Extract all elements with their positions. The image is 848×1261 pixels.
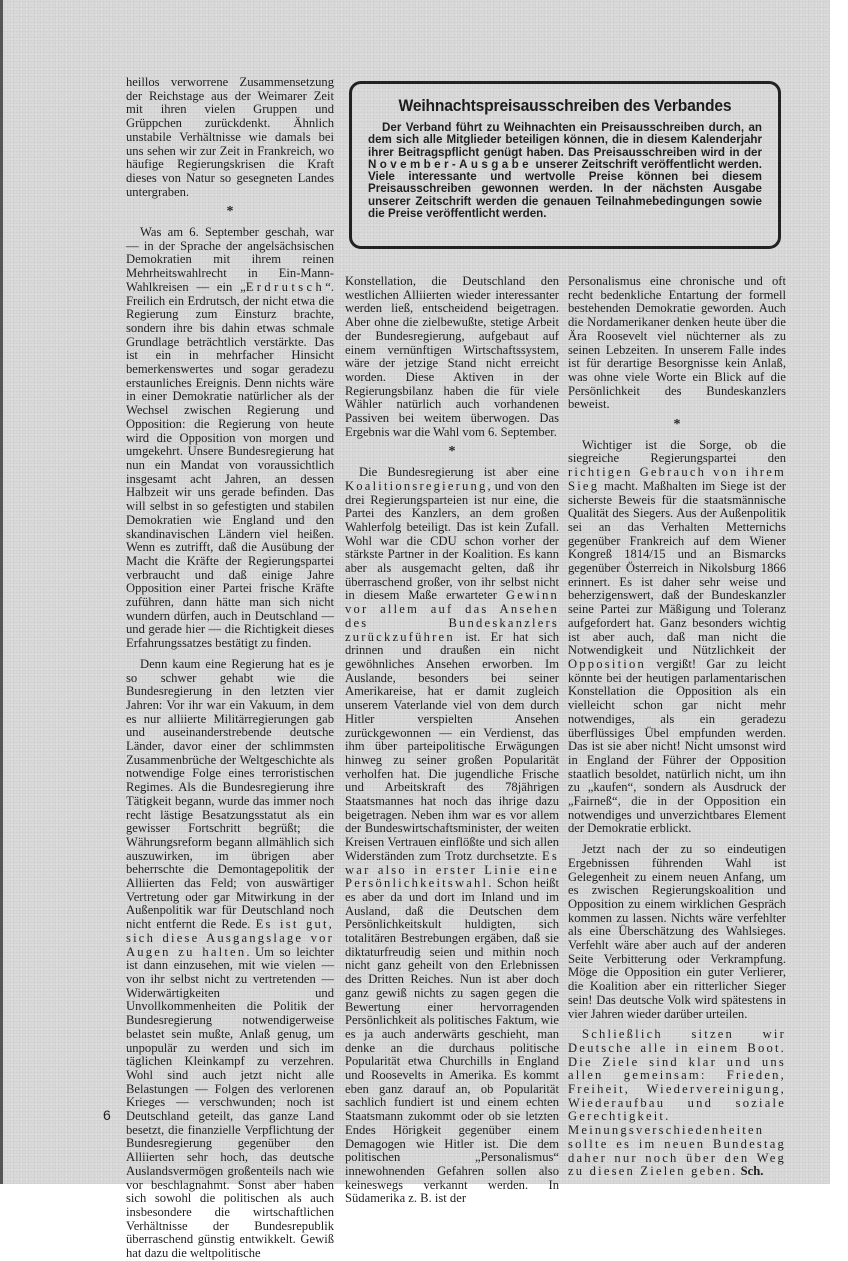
emphasis-spaced: Es ist gut, sich diese Ausgangslage vor Augen zu halten (126, 917, 334, 959)
emphasis-spaced: Gewinn vor allem auf das Ansehen des Bundeskanzlers zurückzuführen (345, 588, 559, 644)
paragraph-text: “. Freilich ein Erdrutsch, der nicht etwa die Regierung zum Einsturz brachte, sondern ihre bis dahin etwas schmale Grundlage beträchtlich verstärkte. Das ist ein in mehrfacher Hinsicht bemerkenswertes und sogar geradezu erstaunliches Ereignis. Denn nichts wäre in einer Demokratie natürlicher als der Wechsel zwischen Regierung und Opposition: die Regierung von heute wird die Opposition von morgen und umgekehrt. Unsere Bundesregierung hat nun ein Mandat von voraussichtlich insgesamt acht Jahren, an dessen Halbzeit wir uns gerade befinden. Das will selbst in so gefestigten und stabilen Demokratien wie England und den skandinavischen Ländern viel heißen. Wenn es zutrifft, daß die Ausübung der Macht die Kräfte der Regierungspartei verbraucht und daß einige Jahre Opposition einer Partei frische Kräfte zuführen, dann hätte man sich nicht wundern dürfen, auch in Deutschland — und gerade hier — die Richtigkeit dieses Erfahrungssatzes bestätigt zu finden. (126, 279, 334, 651)
paragraph-text: macht. Maßhalten im Siege ist der sicherste Beweis für die staatsmännische Qualität des Siegers. Aus der Außenpolitik sei an das Verhalten Metternichs gegenüber Frankreich auf dem Wiener Kongreß 1814/15 und an Bismarcks gegenüber Österreich in Nikolsburg 1866 erinnert. Es ist daher sehr weise und beherzigenswert, daß der Bundeskanzler seine Partei zur Mäßigung und Toleranz aufgefordert hat. Ganz besonders wichtig ist aber auch, daß man nicht die Notwendigkeit und Nützlichkeit der (568, 478, 786, 658)
paragraph: Personalismus eine chronische und oft recht bedenkliche Entartung der formell bestehenden Demokratie geworden. Auch die Nordamerikaner denken heute über die Ära Roosevelt viel nüchterner als zu seinen Lebzeiten. In unserem Falle indes ist für derartige Besorgnisse kein Anlaß, was ohne viele Worte ein Blick auf die Persönlichkeit des Bundeskanzlers beweist. (568, 274, 786, 412)
paragraph-text: . Schon heißt es aber da und dort im Inland und im Ausland, daß die Deutschen dem Persönlichkeitskult huldigten, sich totalitären Bestrebungen ergäben, daß sie diktaturfreudig seien und mithin noch nicht ganz geheilt von den Erlebnissen des Dritten Reiches. Nun ist aber doch ganz gewiß nichts zu sagen gegen die Bewertung einer hervorragenden Persönlichkeit als politisches Faktum, wie es ja auch anderwärts geschieht, man denke an die durchaus politische Popularität etwa Churchills in England und Roosevelts in Amerika. Es kommt eben ganz darauf an, ob Popularität sachlich fundiert ist und einem echten Staatsmann zukommt oder ob sie letzten Endes Hörigkeit gegenüber einem Demagogen wie Hitler ist. Die dem politischen „Personalismus“ innewohnenden Gefahren sollen also keineswegs verkannt werden. In Südamerika z. B. ist der (345, 876, 559, 1206)
column-right (568, 275, 786, 1179)
paragraph-text: Denn kaum eine Regierung hat es je so schwer gehabt wie die Bundesregierung in den letzten vier Jahren: Vor ihr war ein Vakuum, in dem es nur alliierte Militärregierungen gab und auseinanderstrebende deutsche Länder, davor einer der schlimmsten Zusammenbrüche der Weltgeschichte als notwendige Folge eines terroristischen Regimes. Als die Bundesregierung ihre Tätigkeit begann, wurde das immer noch recht lästige Besatzungsstatut als ein gewisser Fortschritt begrüßt; die Währungsreform begann allmählich sich auszuwirken, im übrigen aber beherrschte die Demontagepolitik der Alliierten das Feld; von auswärtiger Vertretung oder gar Mitwirkung in der Außenpolitik war für Deutschland noch nicht entfernt die Rede. (126, 656, 334, 932)
paragraph-text: Die Bundesregierung ist aber eine (359, 465, 559, 480)
paragraph (126, 226, 334, 651)
paragraph-text: . Um so leichter ist dann einzusehen, mit wie vielen — von ihr selbst nicht zu vertretenden — Widerwärtigkeiten und Unvollkommenheiten die Politik der Bundesregierung notwendigerweise belastet sein mußte, Anlaß genug, um unpopulär zu werden und sich im täglichen Kleinkampf zu verzehren. Wohl sind auch jetzt nicht alle Belastungen — Folgen des verlorenen Krieges — verschwunden; noch ist Deutschland geteilt, das ganze Land besetzt, die finanzielle Verpflichtung der Bundesregierung gegenüber den Alliierten sehr hoch, das deutsche Auslandsvermögen großenteils nach wie vor beschlagnahmt. Sonst aber haben sich sowohl die politischen als auch insbesondere die wirtschaftlichen Verhältnisse der Bundesrepublik überraschend günstig entwikkelt. Gewiß hat dazu die weltpolitische (126, 944, 334, 1261)
emphasis-spaced: Koalitionsregierung (345, 478, 488, 493)
paragraph-text: Was am 6. September geschah, war — in der Sprache der angelsächsischen Demokratien mit ihrem reinen Mehrheitswahlrecht in Ein-Mann-Wahlkreisen — ein „ (126, 225, 334, 294)
section-separator-asterisk: * (448, 444, 456, 460)
section-separator-asterisk: * (673, 417, 681, 433)
paragraph (345, 466, 559, 1206)
announcement-text: unserer Zeitschrift veröffentlicht werden. Viele interessante und wertvolle Preise können bei diesem Preisausschreiben gewonnen werden. In der nächsten Ausgabe unserer Zeitschrift werden die genauen Teilnahmebedingungen sowie die Preise veröffentlicht werden. (368, 157, 762, 221)
paragraph-text: , und von den drei Regierungsparteien ist nur eine, die Partei des Kanzlers, an dem großen Wahlerfolg beteiligt. Das ist kein Zufall. Wohl war die CDU schon vorher der stärkste Partner in der Koalition. Es kann aber als ausgemacht gelten, daß ihr überraschend großer, von ihr selbst nicht in diesem Maße erwarteter (345, 478, 559, 603)
column-left (126, 76, 334, 1261)
emphasis-spaced: richtigen Gebrauch von ihrem Sieg (568, 465, 786, 493)
emphasis-spaced: Es war also in erster Linie eine Persönlichkeitswahl (345, 848, 559, 891)
paragraph: Konstellation, die Deutschland den westlichen Alliierten wieder interessanter werden ließ, entscheidend beigetragen. Aber ohne die zielbewußte, stetige Arbeit der Bundesregierung, aufgebaut auf einem vernünftigen Wirtschaftssystem, wäre der jetzige Stand nicht erreicht worden. Diese Aktiven in der Regierungsbilanz haben die für viele Wähler natürlich auch vorhandenen Passiven bei weitem überwogen. Das Ergebnis war die Wahl vom 6. September. (345, 274, 559, 439)
paragraph-text: vergißt! Gar zu leicht könnte bei der heutigen parlamentarischen Konstellation die Opposition als ein vielleicht schon gar nicht mehr notwendiges, als ein geradezu überflüssiges Übel empfunden werden. Das ist sie aber nicht! Nicht umsonst wird in England der Führer der Opposition staatlich besoldet, natürlich nicht, um ihn zu „kaufen“, sondern als Ausdruck der „Fairneß“, die in der Opposition ein notwendiges und unverzichtbares Element der Demokratie erblickt. (568, 656, 786, 836)
announcement-title: Weihnachtspreisausschreiben des Verbandes (398, 96, 732, 115)
paragraph: Jetzt nach der zu so eindeutigen Ergebnissen führenden Wahl ist Gelegenheit zu einem neuen Anfang, um es zwischen Regierungskoalition und Opposition zu einem wirklichen Gespräch kommen zu lassen. Nichts wäre verfehlter als eine Überschätzung des Wahlsieges. Verfehlt wäre aber auch auf der anderen Seite Verbitterung oder Verkrampfung. Möge die Opposition ein guter Verlierer, die Koalition aber ein ritterlicher Sieger sein! Das deutsche Volk wird spätestens in vier Jahren wieder darüber urteilen. (568, 842, 786, 1021)
paragraph (126, 658, 334, 1261)
page-number: 6 (103, 1107, 111, 1123)
announcement-emphasis: November-Ausgabe (368, 157, 532, 171)
paragraph (568, 1028, 786, 1179)
column-middle (345, 275, 559, 1206)
emphasis-spaced: Schließlich sitzen wir Deutsche alle in einem Boot. Die Ziele sind klar und uns allen gemeinsam: Frieden, Freiheit, Wiedervereinigung, Wiederaufbau und soziale Gerechtigkeit. Meinungsverschiedenheiten sollte es im neuen Bundestag daher nur noch über den Weg zu diesen Zielen geben. (568, 1027, 786, 1179)
paragraph-text: Wichtiger ist die Sorge, ob die siegreiche Regierungspartei den (568, 437, 786, 466)
emphasis-spaced: Opposition (568, 656, 646, 671)
section-separator-asterisk: * (226, 204, 234, 220)
emphasis-spaced: Erdrutsch (245, 279, 326, 294)
paragraph (568, 439, 786, 836)
announcement-body (368, 122, 762, 220)
author-signature: Sch. (740, 1164, 764, 1179)
paragraph-text: ist. Er hat sich drinnen und draußen ein nicht gewöhnliches Ansehen erworben. Im Auslande, besonders bei seiner Amerikareise, hat er damit zugleich unserem Vaterlande viel von dem durch Hitler verspielten Ansehen zurückgewonnen — ein Verdienst, das ihm über parteipolitische Erwägungen hinweg zu seiner großen Popularität verholfen hat. Die jugendliche Frische und Arbeitskraft des 78jährigen Staatsmannes hat noch das ihrige dazu beigetragen. Neben ihm war es vor allem der Bundeswirtschaftsminister, der weiten Kreisen Vertrauen einflößte und sich allen Widerständen zum Trotz durchsetzte. (345, 629, 559, 863)
announcement-text: Der Verband führt zu Weihnachten ein Preisausschreiben durch, an dem sich alle Mitglieder beteiligen können, die in diesem Kalenderjahr ihrer Beitragspflicht genügt haben. Das Preisausschreiben wird in der (368, 121, 762, 159)
announcement-box (349, 81, 781, 249)
paragraph: heillos verworrene Zusammensetzung der Reichstage aus der Weimarer Zeit mit ihren vielen Gruppen und Grüppchen zurückdenkt. Ähnlich unstabile Verhältnisse wie damals bei uns sehen wir zur Zeit in Frankreich, wo häufige Regierungskrisen die Kraft dieses von Natur so gesegneten Landes untergraben. (126, 75, 334, 199)
